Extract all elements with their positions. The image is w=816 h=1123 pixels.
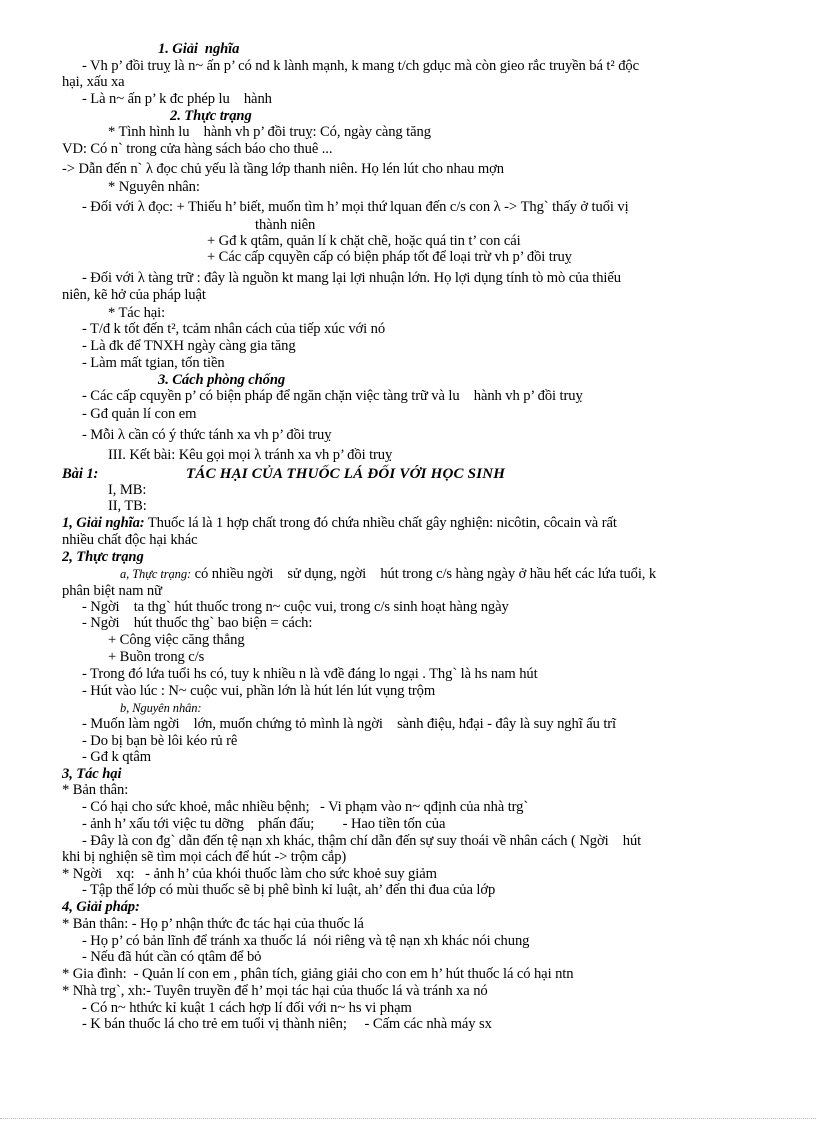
heading-giai-nghia: 1. Giải nghĩa [158,41,240,57]
paragraph: VD: Có n` trong cửa hàng sách báo cho thuê ... [62,141,333,157]
paragraph: -> Dẫn đến n` λ đọc chủ yếu là tầng lớp thanh niên. Họ lén lút cho nhau mợn [62,161,504,177]
paragraph: - Hút vào lúc : N~ cuộc vui, phần lớn là hút lén lút vụng trộm [82,683,436,699]
page-bottom-border [0,1118,816,1120]
paragraph: - Họ p’ có bản lĩnh để tránh xa thuốc lá nói riêng và tệ nạn xh khác nói chung [82,933,530,949]
paragraph-text: Thuốc lá là 1 hợp chất trong đó chứa nhiều chất gây nghiện: nicôtin, côcain và rất [144,515,617,531]
paragraph: III. Kết bài: Kêu gọi mọi λ tránh xa vh p’ đồi truỵ [108,447,393,463]
paragraph: - ảnh h’ xấu tới việc tu dỡng phấn đấu; - Hao tiền tốn của [82,816,446,832]
paragraph: + Gđ k qtâm, quản lí k chặt chẽ, hoặc quá tin t’ con cái [207,233,521,249]
paragraph: - Nếu đã hút cần có qtâm để bỏ [82,949,262,965]
paragraph: hại, xấu xa [62,74,125,90]
paragraph: - Vh p’ đồi truỵ là n~ ấn p’ có nd k lành mạnh, k mang t/ch gdục mà còn gieo rắc truyền bá t² độc [82,58,639,74]
paragraph: - Gđ k qtâm [82,749,152,765]
paragraph-text: có nhiều ngời sử dụng, ngời hút trong c/s hàng ngày ở hầu hết các lứa tuổi, k [191,566,657,582]
paragraph: nhiều chất độc hại khác [62,532,198,548]
paragraph: - Đối với λ đọc: + Thiếu h’ biết, muốn tìm h’ mọi thứ lquan đến c/s con λ -> Thg` thấy ở tuổi vị [82,199,629,215]
paragraph-giai-nghia [62,515,617,532]
paragraph: - Có hại cho sức khoẻ, mắc nhiều bệnh; - Vi phạm vào n~ qđịnh của nhà trg` [82,799,529,815]
paragraph: * Gia đình: - Quản lí con em , phân tích, giảng giải cho con em h’ hút thuốc lá có hại ntn [62,966,574,982]
paragraph: II, TB: [108,498,147,514]
paragraph: + Công việc căng thẳng [108,632,245,648]
paragraph: + Buồn trong c/s [108,649,205,665]
paragraph: + Các cấp cquyền cấp có biện pháp tốt để loại trừ vh p’ đồi truỵ [207,249,572,265]
subheading-thuc-trang: a, Thực trạng: [120,567,192,581]
bai1-title: TÁC HẠI CỦA THUỐC LÁ ĐỐI VỚI HỌC SINH [186,466,506,482]
paragraph: - Gđ quản lí con em [82,406,197,422]
heading-cach-phong-chong: 3. Cách phòng chống [158,372,286,388]
paragraph: - Đây là con đg` dẫn đến tệ nạn xh khác, thậm chí dẫn đến sự suy thoái về nhân cách ( Ngời hút [82,833,642,849]
paragraph: - Là n~ ấn p’ k đc phép lu hành [82,91,272,107]
paragraph: - Ngời ta thg` hút thuốc trong n~ cuộc vui, trong c/s sinh hoạt hàng ngày [82,599,509,615]
paragraph: - Các cấp cquyền p’ có biện pháp để ngăn chặn việc tàng trữ và lu hành vh p’ đồi truỵ [82,388,583,404]
paragraph: * Nhà trg`, xh:- Tuyên truyền để h’ mọi tác hại của thuốc lá và tránh xa nó [62,983,488,999]
paragraph: * Bản thân: [62,782,129,798]
heading-tac-hai: 3, Tác hại [62,766,122,782]
heading-giai-phap: 4, Giải pháp: [62,899,140,915]
paragraph: - Muốn làm ngời lớn, muốn chứng tỏ mình là ngời sành điệu, hđại - đây là suy nghĩ ấu trĩ [82,716,616,732]
paragraph: - Mỗi λ cần có ý thức tánh xa vh p’ đồi truỵ [82,427,332,443]
heading-bai1-giai-nghia: 1, Giải nghĩa: [62,515,145,531]
heading-thuc-trang: 2. Thực trạng [170,108,252,124]
paragraph: - Do bị bạn bè lôi kéo rủ rê [82,733,238,749]
paragraph: - T/đ k tốt đến t², tcảm nhân cách của tiếp xúc với nó [82,321,386,337]
paragraph: phân biệt nam nữ [62,583,162,599]
paragraph: - Trong đó lứa tuổi hs có, tuy k nhiều n là vđề đáng lo ngại . Thg` là hs nam hút [82,666,538,682]
paragraph: khi bị nghiện sẽ tìm mọi cách để hút -> trộm cắp) [62,849,347,865]
paragraph: - Ngời hút thuốc thg` bao biện = cách: [82,615,313,631]
paragraph-thuc-trang [120,566,656,583]
heading-bai1-thuc-trang: 2, Thực trạng [62,549,144,565]
paragraph: - Là đk để TNXH ngày càng gia tăng [82,338,296,354]
paragraph: * Bản thân: - Họ p’ nhận thức đc tác hại của thuốc lá [62,916,364,932]
paragraph: - K bán thuốc lá cho trẻ em tuổi vị thành niên; - Cấm các nhà máy sx [82,1016,492,1032]
paragraph: - Đối với λ tàng trữ : đây là nguồn kt mang lại lợi nhuận lớn. Họ lợi dụng tính tò mò của thiếu [82,270,621,286]
paragraph: - Làm mất tgian, tốn tiền [82,355,225,371]
paragraph: I, MB: [108,482,147,498]
bai1-label: Bài 1: [62,466,99,482]
paragraph: niên, kẽ hở của pháp luật [62,287,206,303]
paragraph: * Tình hình lu hành vh p’ đồi truỵ: Có, ngày càng tăng [108,124,431,140]
paragraph: * Nguyên nhân: [108,179,200,195]
paragraph: * Ngời xq: - ảnh h’ của khói thuốc làm cho sức khoẻ suy giảm [62,866,437,882]
paragraph: thành niên [255,217,316,233]
paragraph: - Có n~ hthức kỉ kuật 1 cách hợp lí đối với n~ hs vi phạm [82,1000,412,1016]
subheading-nguyen-nhan: b, Nguyên nhân: [120,701,202,715]
paragraph: * Tác hại: [108,305,166,321]
paragraph: - Tập thể lớp có mùi thuốc sẽ bị phê bình kỉ luật, ah’ đến thi đua của lớp [82,882,496,898]
